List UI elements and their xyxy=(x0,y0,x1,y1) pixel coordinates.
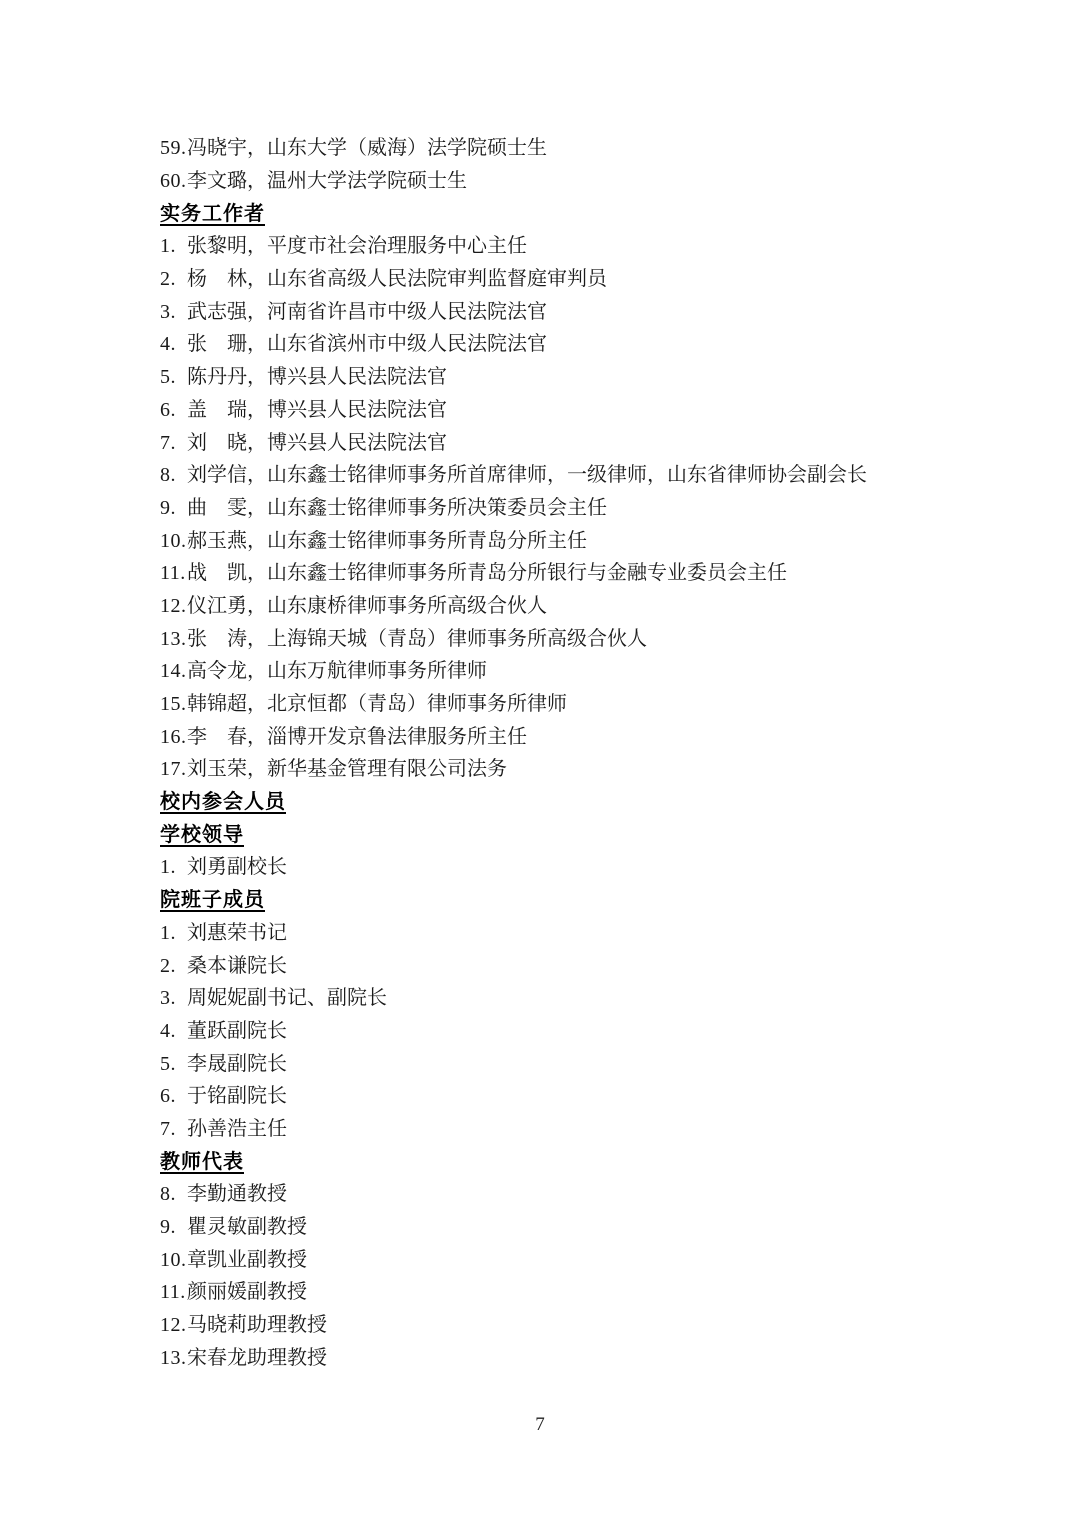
item-number: 14. xyxy=(160,660,187,683)
item-number: 10. xyxy=(160,1248,187,1271)
list-item xyxy=(160,230,930,263)
item-number: 15. xyxy=(160,693,187,716)
item-text: 仪江勇，山东康桥律师事务所高级合伙人 xyxy=(187,594,547,617)
list-item xyxy=(160,622,930,655)
list-item xyxy=(160,1047,930,1080)
page-body xyxy=(160,132,930,1374)
item-text: 刘 晓，博兴县人民法院法官 xyxy=(187,431,447,454)
list-item xyxy=(160,165,930,198)
item-number: 5. xyxy=(160,1052,176,1075)
item-number: 3. xyxy=(160,987,176,1010)
item-text: 马晓莉助理教授 xyxy=(187,1314,327,1337)
list-item xyxy=(160,982,930,1015)
item-number: 12. xyxy=(160,1314,187,1337)
item-number: 6. xyxy=(160,1085,176,1108)
item-text: 刘玉荣，新华基金管理有限公司法务 xyxy=(187,758,507,781)
item-text: 陈丹丹，博兴县人民法院法官 xyxy=(187,366,447,389)
heading-text: 校内参会人员 xyxy=(160,791,286,814)
item-text: 张 涛，上海锦天城（青岛）律师事务所高级合伙人 xyxy=(187,627,647,650)
item-text: 战 凯，山东鑫士铭律师事务所青岛分所银行与金融专业委员会主任 xyxy=(187,562,787,585)
list-item xyxy=(160,1276,930,1309)
item-number: 59. xyxy=(160,137,187,160)
list-item xyxy=(160,426,930,459)
item-text: 张黎明，平度市社会治理服务中心主任 xyxy=(187,235,527,258)
list-item xyxy=(160,1113,930,1146)
list-item xyxy=(160,949,930,982)
item-text: 冯晓宇，山东大学（威海）法学院硕士生 xyxy=(187,137,547,160)
item-number: 9. xyxy=(160,1216,176,1239)
item-text: 郝玉燕，山东鑫士铭律师事务所青岛分所主任 xyxy=(187,529,587,552)
item-text: 李文璐，温州大学法学院硕士生 xyxy=(187,170,467,193)
list-item xyxy=(160,263,930,296)
item-text: 刘学信，山东鑫士铭律师事务所首席律师，一级律师，山东省律师协会副会长 xyxy=(187,464,867,487)
list-item xyxy=(160,459,930,492)
heading-text: 学校领导 xyxy=(160,823,244,846)
list-item xyxy=(160,655,930,688)
list-item xyxy=(160,1178,930,1211)
list-item xyxy=(160,1211,930,1244)
item-number: 3. xyxy=(160,300,176,323)
item-text: 曲 雯，山东鑫士铭律师事务所决策委员会主任 xyxy=(187,496,607,519)
item-text: 李勤通教授 xyxy=(187,1183,287,1206)
item-text: 于铭副院长 xyxy=(187,1085,287,1108)
item-number: 7. xyxy=(160,1117,176,1140)
heading-text: 实务工作者 xyxy=(160,202,265,225)
item-text: 盖 瑞，博兴县人民法院法官 xyxy=(187,398,447,421)
list-item xyxy=(160,851,930,884)
item-text: 宋春龙助理教授 xyxy=(187,1346,327,1369)
item-text: 孙善浩主任 xyxy=(187,1117,287,1140)
list-item xyxy=(160,1015,930,1048)
item-text: 董跃副院长 xyxy=(187,1019,287,1042)
section-heading xyxy=(160,1145,930,1178)
item-text: 高令龙，山东万航律师事务所律师 xyxy=(187,660,487,683)
list-item xyxy=(160,753,930,786)
item-number: 8. xyxy=(160,464,176,487)
list-item xyxy=(160,361,930,394)
list-item xyxy=(160,688,930,721)
heading-text: 院班子成员 xyxy=(160,889,265,912)
item-number: 13. xyxy=(160,1346,187,1369)
item-text: 韩锦超，北京恒都（青岛）律师事务所律师 xyxy=(187,693,567,716)
section-heading xyxy=(160,786,930,819)
page-number: 7 xyxy=(535,1414,545,1435)
item-number: 11. xyxy=(160,1281,186,1304)
item-text: 武志强，河南省许昌市中级人民法院法官 xyxy=(187,300,547,323)
list-item xyxy=(160,1309,930,1342)
item-number: 2. xyxy=(160,268,176,291)
item-text: 张 珊，山东省滨州市中级人民法院法官 xyxy=(187,333,547,356)
item-number: 1. xyxy=(160,235,176,258)
item-number: 17. xyxy=(160,758,187,781)
item-number: 13. xyxy=(160,627,187,650)
item-number: 60. xyxy=(160,170,187,193)
item-number: 11. xyxy=(160,562,186,585)
list-item xyxy=(160,917,930,950)
item-text: 刘惠荣书记 xyxy=(187,921,287,944)
item-text: 李晟副院长 xyxy=(187,1052,287,1075)
list-item xyxy=(160,1243,930,1276)
item-number: 1. xyxy=(160,856,176,879)
item-text: 李 春，淄博开发京鲁法律服务所主任 xyxy=(187,725,527,748)
list-item xyxy=(160,1341,930,1374)
item-text: 刘勇副校长 xyxy=(187,856,287,879)
item-number: 4. xyxy=(160,1019,176,1042)
list-item xyxy=(160,557,930,590)
item-text: 瞿灵敏副教授 xyxy=(187,1216,307,1239)
section-heading xyxy=(160,818,930,851)
item-number: 2. xyxy=(160,954,176,977)
item-number: 5. xyxy=(160,366,176,389)
item-number: 7. xyxy=(160,431,176,454)
heading-text: 教师代表 xyxy=(160,1150,244,1173)
list-item xyxy=(160,328,930,361)
item-text: 颜丽媛副教授 xyxy=(187,1281,307,1304)
item-number: 9. xyxy=(160,496,176,519)
list-item xyxy=(160,394,930,427)
list-item xyxy=(160,492,930,525)
list-item xyxy=(160,295,930,328)
item-number: 16. xyxy=(160,725,187,748)
list-item xyxy=(160,720,930,753)
item-number: 8. xyxy=(160,1183,176,1206)
item-number: 6. xyxy=(160,398,176,421)
item-number: 12. xyxy=(160,594,187,617)
item-text: 章凯业副教授 xyxy=(187,1248,307,1271)
list-item xyxy=(160,1080,930,1113)
section-heading xyxy=(160,884,930,917)
list-item xyxy=(160,590,930,623)
list-item xyxy=(160,132,930,165)
item-text: 杨 林，山东省高级人民法院审判监督庭审判员 xyxy=(187,268,607,291)
list-item xyxy=(160,524,930,557)
section-heading xyxy=(160,197,930,230)
item-text: 桑本谦院长 xyxy=(187,954,287,977)
item-text: 周妮妮副书记、副院长 xyxy=(187,987,387,1010)
item-number: 4. xyxy=(160,333,176,356)
item-number: 10. xyxy=(160,529,187,552)
item-number: 1. xyxy=(160,921,176,944)
